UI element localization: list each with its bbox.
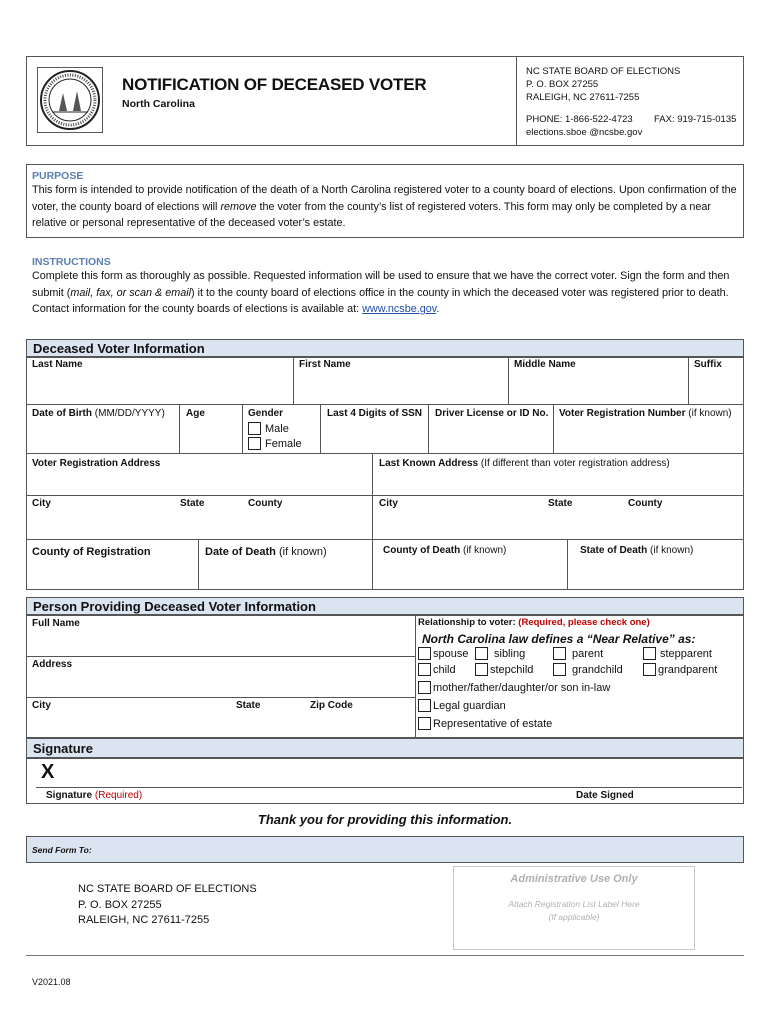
guardian-checkbox[interactable] xyxy=(418,699,431,712)
rel-stepchild[interactable]: stepchild xyxy=(475,663,533,676)
send-city: RALEIGH, NC 27611-7255 xyxy=(78,914,210,926)
rel-stepparent[interactable]: stepparent xyxy=(643,647,712,660)
male-checkbox[interactable] xyxy=(248,422,261,435)
grandparent-checkbox[interactable] xyxy=(643,663,656,676)
header-divider xyxy=(516,56,517,146)
admin-title: Administrative Use Only xyxy=(510,873,638,885)
agency-phone: PHONE: 1-866-522-4723 xyxy=(526,114,633,125)
ssn-label: Last 4 Digits of SSN xyxy=(327,408,423,419)
near-relative-note: North Carolina law defines a “Near Relative” as: xyxy=(422,632,696,646)
child-checkbox[interactable] xyxy=(418,663,431,676)
agency-name: NC STATE BOARD OF ELECTIONS xyxy=(526,66,681,77)
first-name-label: First Name xyxy=(299,359,351,370)
state-label: State xyxy=(180,498,205,509)
send-form-bar xyxy=(26,836,744,863)
gender-male-option[interactable]: Male xyxy=(248,422,289,435)
agency-email: elections.sboe @ncsbe.gov xyxy=(526,127,643,138)
full-name-label: Full Name xyxy=(32,618,80,629)
stepchild-checkbox[interactable] xyxy=(475,663,488,676)
sibling-checkbox[interactable] xyxy=(475,647,488,660)
representative-checkbox[interactable] xyxy=(418,717,431,730)
in-law-checkbox[interactable] xyxy=(418,681,431,694)
admin-label-note: Attach Registration List Label Here xyxy=(508,899,640,909)
gender-label: Gender xyxy=(248,408,284,419)
stepparent-checkbox[interactable] xyxy=(643,647,656,660)
admin-use-box xyxy=(453,866,695,950)
grandchild-checkbox[interactable] xyxy=(553,663,566,676)
last-county-label: County xyxy=(628,498,663,509)
relationship-label: Relationship to voter: (Required, please check one) xyxy=(418,617,650,628)
form-subtitle: North Carolina xyxy=(122,98,195,110)
send-form-label: Send Form To: xyxy=(32,845,92,855)
rel-grandparent[interactable]: grandparent xyxy=(643,663,717,676)
send-po-box: P. O. BOX 27255 xyxy=(78,898,162,911)
provider-zip-label: Zip Code xyxy=(310,700,353,711)
purpose-text: This form is intended to provide notification of the death of a North Carolina registered voter to a county board of elections. Upon confirmation of the voter, the county board of elections will remove the voter from the county’s list of registered voters. This form may only be completed by a near relative or personal representative of the deceased voter’s estate. xyxy=(32,184,737,229)
header-contact xyxy=(526,65,680,104)
gender-female-option[interactable]: Female xyxy=(248,437,302,450)
form-version: V2021.08 xyxy=(32,977,71,987)
state-death-label: State of Death (if known) xyxy=(580,545,694,556)
rel-spouse[interactable]: spouse xyxy=(418,647,468,660)
female-checkbox[interactable] xyxy=(248,437,261,450)
suffix-label: Suffix xyxy=(694,359,722,370)
instructions-text: Complete this form as thoroughly as possible. Requested information will be used to ensure that we have the correct voter. Sign the form and then submit (mail, fax, or scan & email) it to the county board of elections office in the county in which the deceased voter was registered prior to death. Contact information for the county boards of elections is available at: www.ncsbe.gov. xyxy=(32,270,730,315)
ncsbe-link[interactable]: www.ncsbe.gov xyxy=(362,303,437,315)
reg-address-label: Voter Registration Address xyxy=(32,458,161,469)
vrn-label: Voter Registration Number (if known) xyxy=(559,408,732,419)
last-name-label: Last Name xyxy=(32,359,83,370)
signature-x-mark: X xyxy=(41,761,55,783)
city-label: City xyxy=(32,498,51,509)
rel-guardian[interactable]: Legal guardian xyxy=(418,699,506,712)
instructions-heading: INSTRUCTIONS xyxy=(32,256,111,268)
provider-state-label: State xyxy=(236,700,261,711)
parent-checkbox[interactable] xyxy=(553,647,566,660)
age-label: Age xyxy=(186,408,205,419)
rel-child[interactable]: child xyxy=(418,663,456,676)
agency-po-box: P. O. BOX 27255 xyxy=(526,79,599,90)
rel-representative[interactable]: Representative of estate xyxy=(418,717,552,730)
rel-in-law[interactable]: mother/father/daughter/or son in-law xyxy=(418,681,610,694)
date-death-label: Date of Death (if known) xyxy=(205,546,327,558)
county-death-label: County of Death (if known) xyxy=(383,545,507,556)
instructions-section xyxy=(32,256,740,318)
spouse-checkbox[interactable] xyxy=(418,647,431,660)
county-reg-label: County of Registration xyxy=(32,546,151,558)
admin-applicable-note: (If applicable) xyxy=(548,912,600,922)
form-title: NOTIFICATION OF DECEASED VOTER xyxy=(122,75,427,94)
date-signed-label: Date Signed xyxy=(576,790,634,801)
provider-heading: Person Providing Deceased Voter Information xyxy=(26,597,744,615)
agency-city: RALEIGH, NC 27611-7255 xyxy=(526,92,640,103)
rel-sibling[interactable]: sibling xyxy=(475,647,525,660)
thank-you-message: Thank you for providing this information. xyxy=(257,812,513,827)
signature-heading: Signature xyxy=(26,738,744,758)
middle-name-label: Middle Name xyxy=(514,359,576,370)
purpose-heading: PURPOSE xyxy=(32,170,84,182)
deceased-heading: Deceased Voter Information xyxy=(26,339,744,357)
dob-label: Date of Birth (MM/DD/YYYY) xyxy=(32,408,165,419)
last-known-label: Last Known Address (If different than voter registration address) xyxy=(379,458,670,469)
license-label: Driver License or ID No. xyxy=(435,408,549,419)
rel-parent[interactable]: parent xyxy=(553,647,603,660)
purpose-section xyxy=(32,170,738,232)
provider-city-label: City xyxy=(32,700,51,711)
send-address xyxy=(78,882,257,929)
last-city-label: City xyxy=(379,498,398,509)
last-state-label: State xyxy=(548,498,573,509)
signature-label: Signature (Required) xyxy=(46,790,143,801)
county-label: County xyxy=(248,498,283,509)
send-agency: NC STATE BOARD OF ELECTIONS xyxy=(78,883,257,895)
rel-grandchild[interactable]: grandchild xyxy=(553,663,623,676)
address-label: Address xyxy=(32,659,73,670)
state-seal xyxy=(37,67,103,133)
agency-fax: FAX: 919-715-0135 xyxy=(654,114,737,125)
